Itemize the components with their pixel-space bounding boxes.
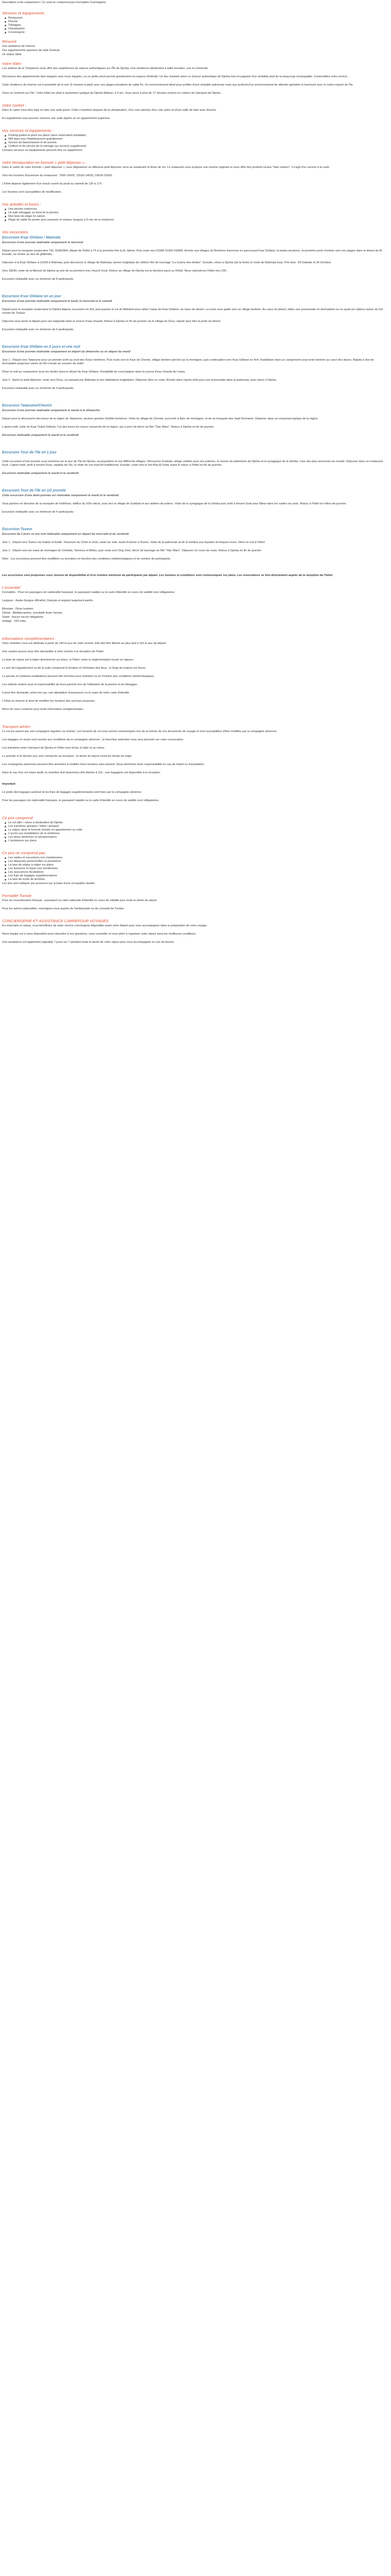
- paragraph: Votre chambre vous est attribuée à partir de 14h le jour de votre arrivée. Elle doit être libérée au plus tard à 11h le jour du départ.: [2, 642, 167, 645]
- list-item: Un bain toboggan au bord de la piscine: [2, 211, 389, 215]
- excursion-note: Excursion réalisable uniquement le mardi et le vendredi: [2, 434, 79, 437]
- essentiel-title: L'essentiel: [2, 585, 21, 590]
- formalite-title: Formalité Tunisie: [2, 893, 31, 898]
- excursion-subtitle: Cette excursion d'une demi-journée est réalisable uniquement le mardi et le vendredi.: [2, 494, 120, 497]
- services-equipements-section: [2, 128, 389, 152]
- list-item: Les frais de bagages supplémentaires: [2, 874, 389, 878]
- paragraph: Cette résidence de charme est à proximité de la mer (5 minutes à pied) avec ses plages privatisée de sable fin. Un environnement idéal pour profiter d'une véritable palmeraie mais aux profond d'un environnement de détente agréable et harmonie avec le cadre naturel de l'île.: [2, 83, 354, 87]
- excursion-subtitle: Excursion d'une journée réalisable uniquement le lundi, le mercredi et le samedi: [2, 300, 112, 303]
- services-title: Services et équipements :: [2, 11, 47, 15]
- list-item: Les dépenses personnelles et pourboires: [2, 860, 389, 863]
- list-item: Le vol aller / retour à destination de Djerba: [2, 821, 389, 825]
- list-item: Plage de sable fin privée avec parasols et chaises longues à 5 min de la résidence: [2, 218, 389, 222]
- list-item: La taxe de sortie du territoire: [2, 878, 389, 882]
- paragraph: Déjeuner sous tente et départ pour une baignade dans la source d'eau chaude. Retour à Djerba en fin de journée via le village de Douz, réputé pour être la porte du désert.: [2, 320, 221, 323]
- votre-hotel-section: [2, 61, 389, 95]
- informations-title: Informations complémentaires :: [2, 636, 56, 641]
- list-item: Une piscine extérieure: [2, 208, 389, 211]
- activites-list: [2, 208, 389, 222]
- transport-section: [2, 724, 389, 775]
- activites-title: Vos activités et loisirs :: [2, 202, 41, 207]
- votre-hotel-title: Votre hôtel :: [2, 61, 23, 66]
- paragraph: Le prix de l'appartement ou de la suite comprend la location et l'entretien des lieux ; le linge de maison est fourni.: [2, 667, 146, 670]
- paragraph: L'hôtel se réserve le droit de modifier les horaires des services proposés.: [2, 700, 95, 703]
- excursion-block: [2, 294, 389, 332]
- comprend-section: [2, 816, 389, 843]
- conciergerie-section: [2, 919, 389, 944]
- paragraph: Les bagages en soute sont soumis aux conditions de la compagnie aérienne ; la franchise autorisée vous sera précisée sur votre convocation.: [2, 738, 184, 741]
- ne-comprend-pas-note: Les prix sont indiqués par personne sur la base d'une occupation double.: [2, 882, 96, 885]
- list-item: Restaurant: [2, 16, 389, 20]
- paragraph: Voici les horaires d'ouverture du restaurant : 7h00-10h00, 12h30-14h30, 19h30-22h00: [2, 174, 112, 177]
- paragraph: Dans le cadre vous êtes logé en bien une suite junior. Celle-ci bambou dispose de la climatisation, d'un coin salon(s) d'un coin salon et d'une salle de bain avec douche.: [2, 109, 217, 112]
- informations-note: Merci de nous contacter pour toute information complémentaire.: [2, 708, 84, 711]
- essentiel-line: Voltage : 220 volts.: [2, 620, 27, 623]
- excursion-title: Excursion Ksar Ghilane / Matmata: [2, 236, 61, 240]
- paragraph: Vous partirez en direction de la mosquée de Fadhloun, édifice du XIVe siècle, puis vers le village de Guellala et ses ateliers de potiers. Visite de la synagogue de la Ghriba puis arrêt à Houmt Souk pour flâner dans les ruelles du souk. Retour à l'hôtel en milieu de journée.: [2, 502, 347, 505]
- list-item: Toboggan: [2, 24, 389, 27]
- excursions-section: [2, 230, 389, 561]
- paragraph: Les horaires sont susceptibles de modification.: [2, 191, 62, 194]
- comprend-list: [2, 821, 389, 843]
- paragraph: Le vol est assuré par une compagnie régulière ou charter. Les horaires de vol vous seront communiqués lors de la remise de vos documents de voyage et sont susceptibles d'être modifiés par la compagnie aérienne.: [2, 730, 278, 733]
- excursion-note: Excursion réalisable avec un minimum de 6 participants.: [2, 328, 74, 331]
- list-item: Piscine: [2, 20, 389, 24]
- list-item: Les boissons et repas non mentionnés: [2, 867, 389, 871]
- excursion-title: Excursion Tour de l'île en 1/2 journée: [2, 489, 66, 493]
- paragraph: La piscine et certaines installations peuvent être fermées pour entretien ou en fonction des conditions météorologiques.: [2, 675, 155, 678]
- paragraph: Jour 2 : Après le petit déjeuner, route vers Douz, en passant par Matmata et ses habitations troglodytes. Déjeuner libre en route. Arrivée dans l'après-midi pour une promenade dans la palmeraie, puis retour à Djerba.: [2, 379, 277, 382]
- excursion-note: Excursion réalisable avec un minimum de 8 participants.: [2, 278, 74, 281]
- excursion-block: [2, 235, 389, 281]
- paragraph: Pour les passagers de nationalité française, le passeport valable ou la carte d'identité en cours de validité sont obligatoires.: [2, 799, 159, 802]
- list-item: L'assistance sur place: [2, 839, 389, 843]
- list-item: Parking gratuit et privé sur place (sans réservation préalable): [2, 134, 389, 138]
- paragraph: Départ pour la mosquée souterraine la Dakhia Aljama, excursion en 4x4, puis passez le col de Mahamil pour rallier l'oasis de Ksar Ghilane, au cœur du désert. La route vous guide vers un village berbère. Au cœur du désert, faites une promenade en dromadaire ou en quad (en option) autour du fort romain de Tisavar.: [2, 308, 383, 315]
- list-item: Les transferts aéroport / hôtel / aéroport: [2, 825, 389, 828]
- resume-line: Des appartements spacieux de style Dunkuis: [2, 49, 60, 52]
- services-equipements-title: Vos services et équipements :: [2, 128, 54, 133]
- activites-section: [2, 202, 389, 222]
- paragraph: L'après-midi, visite du Ksar Ouled Soltane, l'un des ksour les mieux conservés de la région, qui a servi de décor au film "Star Wars". Retour à Djerba en fin de journée.: [2, 426, 215, 429]
- list-item: La taxe de séjour à régler sur place: [2, 863, 389, 867]
- excursion-subtitle: Excursion d'une journée réalisable uniquement en départ du dimanche ou en départ du mardi: [2, 350, 131, 353]
- paragraph: Le premier et le dernier jour sont consacrés au transport ; la durée du séjour inclut les temps de trajet.: [2, 755, 133, 758]
- excursion-block: [2, 527, 389, 561]
- excursion-title: Excursion Tozeur: [2, 528, 32, 531]
- list-item: Climatisation: [2, 27, 389, 31]
- services-note: Certains services ou équipements peuvent être en supplément.: [2, 149, 83, 152]
- excursion-block: [2, 450, 389, 476]
- resume-title: Résumé: [2, 39, 17, 44]
- excursion-title: Excursion Tataouine/Chenini: [2, 404, 52, 408]
- paragraph: Déjeuner à la Ksar Ghilane à 12h30 à Matmata, puis découvrez le village de Matmata, ancien troglodyte du célèbre film de tournage "La Guerre des étoiles". Ensuite, retour à Djerba (de la fonte) et visite de Matmata Ksar. Prix total : 60 €/adulte et 30 €/enfant.: [2, 261, 332, 264]
- paragraph: Départ pour la mosquée souterraine TEL GHAZIRA, départ de l'hôtel à 7h à la première fois la El Jalmia. Puis route vers KSAR OUED KEBIR. Arrivée aux villages du Berbères Kanrenes en parcourant Ksar Ghilane, la kasba ancienne, la première porte d'entrée vers nos plages dans le désert de M. Ensuite, se rendre au mur de ghilbelda...: [2, 249, 383, 256]
- bagages-title: Important: [2, 783, 15, 786]
- bagages-section: [2, 783, 389, 803]
- paragraph: Pour les autres nationalités, renseignez-vous auprès de l'ambassade ou du consulat de Tunisie.: [2, 907, 125, 910]
- excursion-title: Excursion Tour de l'île en 1 jour: [2, 451, 57, 454]
- paragraph: Dîner et nuit au campement sous les étoiles dans le désert de Ksar Ghilane. Possibilité de vous baigner dans la source d'eau chaude de l'oasis.: [2, 370, 186, 374]
- paragraph: Les enfants restent sous la responsabilité de leurs parents lors de l'utilisation de la piscine et du toboggan.: [2, 683, 138, 686]
- excursion-block: [2, 488, 389, 514]
- restauration-section: [2, 160, 389, 194]
- essentiel-lead: Formalités : Pour les passagers de nationalité française, le passeport valable ou la carte d'identité en cours de validité sont obligatoires.: [2, 591, 175, 594]
- services-section: [2, 11, 389, 35]
- excursion-subtitle: Excursion d'une journée réalisable uniquement le mardi et le dimanche.: [2, 409, 101, 412]
- resume-line: Une ambiance de charme: [2, 45, 36, 48]
- paragraph: Une assistance est également joignable 7 jours sur 7 pendant toute la durée de votre séjour pour vous accompagner en cas de besoin.: [2, 941, 175, 944]
- votre-confort-title: Votre confort :: [2, 103, 26, 108]
- essentiel-line: Climat : Méditerranéen, ensoleillé toute l'année.: [2, 612, 63, 615]
- essentiel-section: [2, 585, 389, 623]
- list-item: Les visites et excursions non mentionnées: [2, 856, 389, 860]
- transport-title: Transport aérien :: [2, 724, 32, 729]
- excursion-subtitle: Excursion d'une journée réalisable uniquement le mercredi: [2, 241, 84, 244]
- essentiel-line: Monnaie : Dinar tunisien.: [2, 607, 34, 611]
- excursion-note: Note : Les excursions peuvent être modifiées ou annulées en fonction des conditions météorologiques et du nombre de participants.: [2, 557, 171, 561]
- paragraph: Dans le cadre de votre formule « petit déjeuner », vous dégusterez un délicieux petit déjeuner servi au restaurant la Rose de vin. Le restaurant vous propose une cuisine originale et vous offre des produits locaux "faits maison". Il s'agit d'un service à la carte.: [2, 166, 330, 169]
- excursion-note: Excursion réalisable avec un minimum de 4 participants.: [2, 387, 74, 390]
- essentiel-line: Langues : Arabe (langue officielle), français et anglais largement parlés.: [2, 599, 94, 602]
- excursion-title: Excursion Ksar Ghilane en un jour: [2, 295, 61, 298]
- list-item: Des taxis de plage en saison: [2, 215, 389, 218]
- informations-section: [2, 636, 389, 711]
- restauration-title: Votre Restauration en formule « petit déjeuner » :: [2, 160, 87, 165]
- paragraph: Jour 1 : Départ vers Tozeur via Gabès et Kebili. Traversée du Chott el Jerid, vaste lac salé, avant d'arriver à Tozeur. Visite de la palmeraie et de la médina aux façades de briques ocres. Dîner et nuit à l'hôtel.: [2, 541, 266, 544]
- ne-comprend-pas-title: Ce prix ne comprend pas: [2, 851, 45, 855]
- paragraph: Découvrez des appartements bien équipés avec leurs équipés, ou un jardin privé permet grandement en espace d'intimité. Un lieu d'autant selon ce chacun authentique de Djerba tout en joignant d'un véritable pied de la beaucoup remarquable. Commodités votre service.: [2, 75, 348, 78]
- formalite-section: [2, 893, 389, 911]
- paragraph: Le poids des bagages autorisé et les frais de bagages supplémentaires sont fixés par la compagnie aérienne.: [2, 791, 142, 794]
- paragraph: Cette excursion d'une journée vous emmène sur le tour de l'île de Djerba, sa population et ses différents villages. Découvrez Guellala, village célèbre pour ses poteries, le musée du patrimoine de Djerba et la synagogue de la Ghriba, l'une des plus anciennes du monde. Déjeuner dans un restaurant local. L'après-midi, arrêt à Houmt Souk, capitale de l'île, et visite de son marché traditionnel. Ensuite, route vers le fort Borj El Kebir avant le retour à l'hôtel en fin de journée.: [2, 460, 383, 467]
- excursion-block: [2, 345, 389, 391]
- paragraph: Notre équipe est à votre disposition pour répondre à vos questions, vous conseiller et vous aider à organiser votre séjour dans les meilleures conditions.: [2, 933, 197, 936]
- paragraph: Les transferts entre l'aéroport de Djerba et l'hôtel sont inclus à l'aller et au retour.: [2, 747, 105, 750]
- excursions-notice: Les excursions sont proposées sous réserve de disponibilité et d'un nombre minimum de participants par départ. Les horaires et conditions sont communiqués sur place. Les réservations se font directement auprès de la réception de l'hôtel.: [2, 574, 333, 577]
- resume-section: [2, 39, 389, 57]
- paragraph: En supplément vous pourrez réserver une suite duplex ou un appartement supérieur.: [2, 117, 111, 120]
- excursion-note: Excursion réalisable uniquement le mardi et le vendredi: [2, 472, 79, 475]
- comprend-title: Ce prix comprend: [2, 816, 33, 820]
- intro-text: Description à lire uniquement ! Ce sont en comprend pas Formalités Cosmtiganie: [2, 1, 106, 4]
- list-item: L'accès aux installations de la résidence: [2, 832, 389, 836]
- excursion-subtitle: Excursion de 2 jours et une nuit réalisable uniquement en départ du mercredi et du vendredi: [2, 533, 129, 536]
- services-list: [2, 16, 389, 35]
- list-item: Les taxes aériennes et aéroportuaires: [2, 836, 389, 839]
- paragraph: Jour 2 : Départ vers les oasis de montagne de Chebika, Tamerza et Mides, puis route vers Ong Jmel, décor de tournage du film "Star Wars". Déjeuner en cours de route. Retour à Djerba en fin de journée.: [2, 549, 262, 552]
- conciergerie-title: CONCIERGERIE ET ASSISTANCE CARREFOUR VOYAGES: [2, 919, 109, 923]
- paragraph: Dans le cas d'un vol retour tardif, la chambre doit néanmoins être libérée à 11h ; une bagagerie est disponible à la réception.: [2, 771, 161, 774]
- paragraph: Il peut être demandé, selon les cas, une attestation d'assurance ou la copie de votre carte d'identité.: [2, 691, 130, 694]
- paragraph: La taxe de séjour est à régler directement sur place, à l'hôtel, selon la réglementation locale en vigueur.: [2, 658, 134, 662]
- services-equipements-list: [2, 134, 389, 148]
- paragraph: En réservant ce séjour, vous bénéficiez de notre service conciergerie disponible avant votre départ pour vous accompagner dans la préparation de votre voyage.: [2, 924, 208, 927]
- votre-confort-section: [2, 103, 389, 121]
- paragraph: Jour 1 : Départ vers Tataouine pour un premier arrêt au nord des Ksour berbères. Puis route vers le Ksar de Chenini, village berbère perché sur la montagne, puis continuation vers Ksar Ghilane en 4x4. Installation dans un campement sous tente berbère au cœur des dunes. Balade à dos de dromadaire jusqu'aux ruines du fort romain au coucher du soleil.: [2, 359, 374, 365]
- paragraph: Les compagnies aériennes peuvent être amenées à modifier leurs horaires sans préavis. Nous déclinons toute responsabilité en cas de retard ou d'annulation.: [2, 763, 205, 766]
- excursion-title: Excursion Ksar Ghilane en 2 jours et une nuit: [2, 345, 80, 349]
- paragraph: Pour les ressortissants français : passeport ou carte nationale d'identité en cours de validité pour toute la durée du séjour.: [2, 899, 157, 902]
- excursion-note: Excursion réalisable avec un minimum de 4 participants.: [2, 511, 74, 514]
- paragraph: Vivez un moment sur l'île ! Votre hôtel est situé à seulement quelque de Djerba Midoun, à 5 km. Vous serez à plus de 17 minutes environ en voiture de l'aéroport de Djerba.: [2, 92, 221, 95]
- ne-comprend-pas-list: [2, 856, 389, 882]
- paragraph: Vers 18h30, visite de la Menzel de Djerba au prix de sa première fois, Houmt Souk. Retour au village de Djerba est la dernière paroi ou l'hôtel. Nous rejoindrons l'hôtel vers 20h.: [2, 269, 227, 273]
- list-item: Wifi dans tout l'établissement gratuitement: [2, 138, 389, 141]
- ne-comprend-pas-section: [2, 851, 389, 886]
- paragraph: L'hôtel dispose également d'un snack ouvert du jeudi au samedi de 12h à 17h.: [2, 182, 103, 185]
- list-item: Conciergerie: [2, 31, 389, 35]
- list-item: Coiffure et de service de la ménage (au service) supplément): [2, 145, 389, 148]
- excursions-title: Vos excursions: [2, 230, 28, 234]
- list-item: Service de blanchisserie et de lavoirie: [2, 141, 389, 145]
- paragraph: Une caution pourra vous être demandée à votre arrivée à la réception de l'hôtel.: [2, 650, 104, 653]
- list-item: Les assurances facultatives: [2, 871, 389, 874]
- paragraph: Départ pour la découverte des ksour de la région de Tataouine, anciens greniers fortifiés berbères. Visite du village de Chenini, accroché à flanc de montagne, et de sa mosquée des Sept Dormants. Déjeuner dans un restaurant typique de la région.: [2, 417, 319, 420]
- page: [0, 0, 391, 947]
- paragraph: Les ambres de la Tunisienne vous offre des expériences de séjours authentiques sur l'Île de Djerba, Une résidence idéalement à taille humaine, aux et commode: [2, 67, 208, 70]
- list-item: Le séjour dans la formule choisie en appartement ou suite: [2, 828, 389, 832]
- essentiel-line: Santé : Aucun vaccin obligatoire.: [2, 616, 44, 619]
- excursion-block: [2, 403, 389, 437]
- resume-line: Un séjour idéal: [2, 53, 22, 56]
